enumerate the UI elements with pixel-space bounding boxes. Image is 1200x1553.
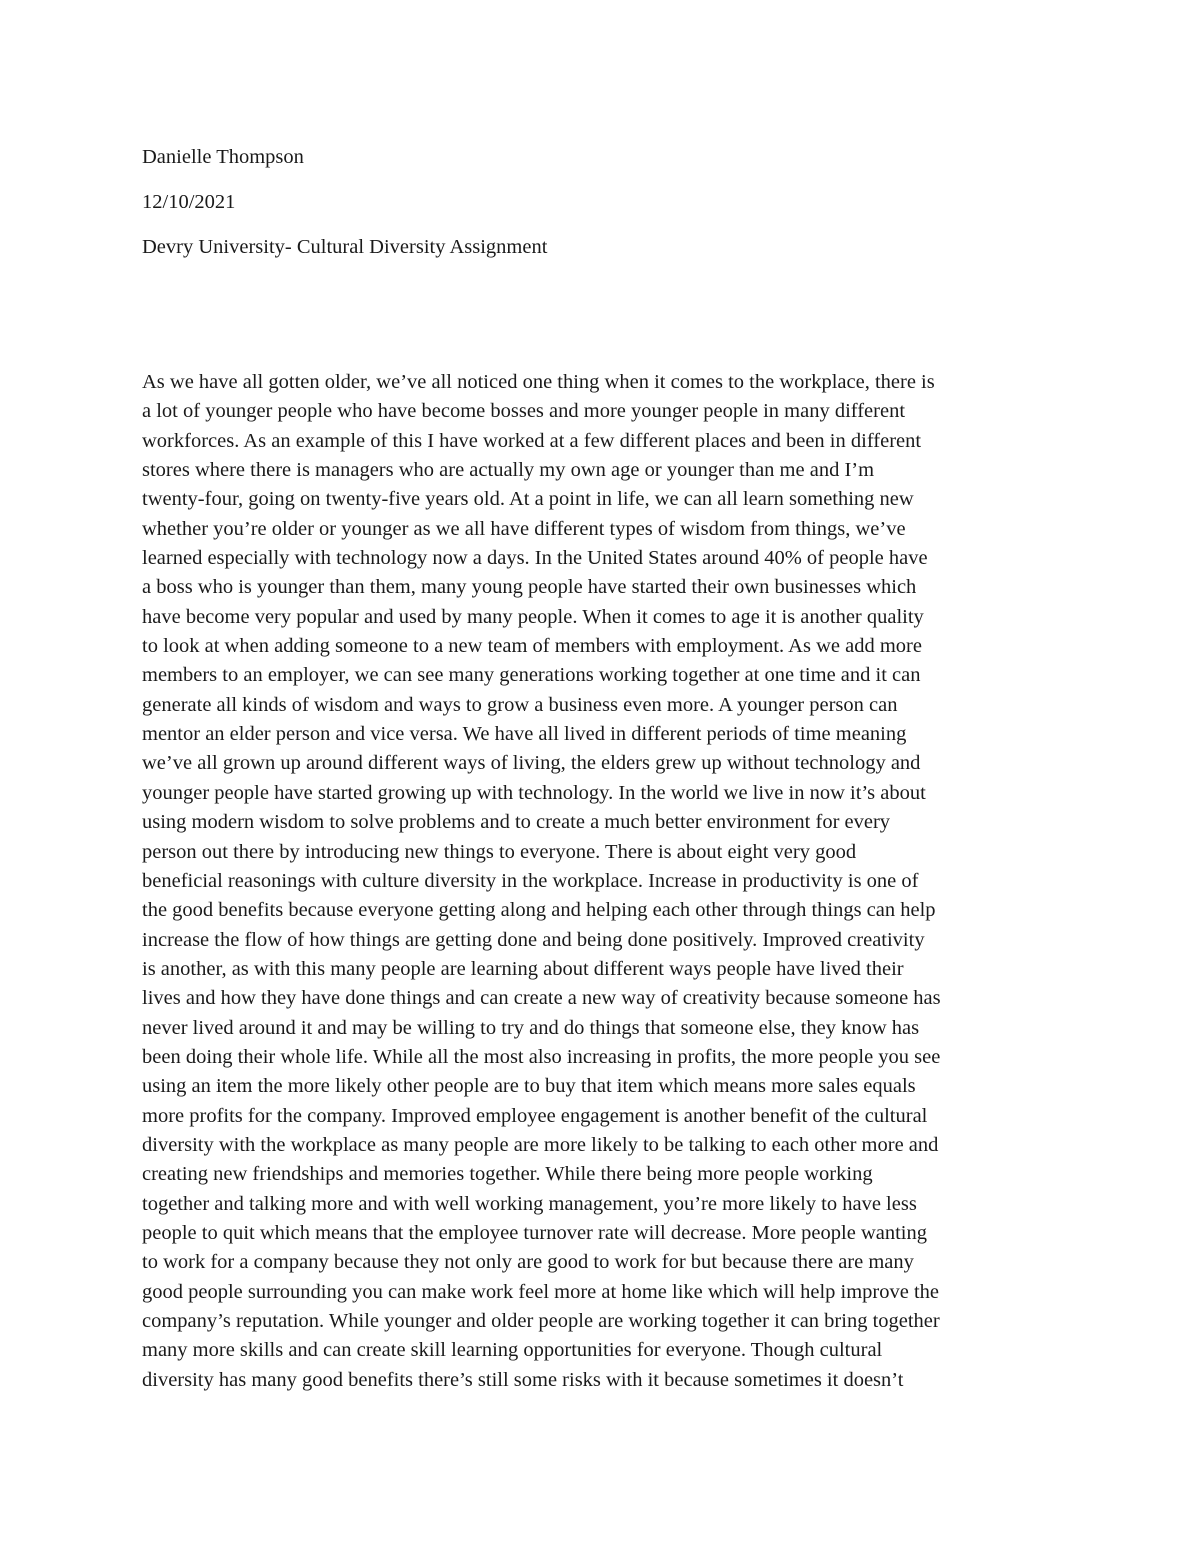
paragraph-line: using an item the more likely other people are to buy that item which means more sales equals	[142, 1075, 916, 1098]
paragraph-line: more profits for the company. Improved employee engagement is another benefit of the cultural	[142, 1104, 928, 1127]
assignment-title: Devry University- Cultural Diversity Assignment	[142, 236, 548, 258]
paragraph-line: we’ve all grown up around different ways of living, the elders grew up without technology and	[142, 752, 921, 775]
paragraph-line: diversity has many good benefits there’s still some risks with it because sometimes it doesn’t	[142, 1368, 904, 1391]
paragraph-line: twenty-four, going on twenty-five years old. At a point in life, we can all learn something new	[142, 488, 914, 511]
paragraph-line: together and talking more and with well working management, you’re more likely to have less	[142, 1192, 917, 1215]
paragraph-line: a boss who is younger than them, many young people have started their own businesses which	[142, 576, 917, 599]
paragraph-line: to look at when adding someone to a new team of members with employment. As we add more	[142, 635, 922, 658]
paragraph-line: members to an employer, we can see many generations working together at one time and it can	[142, 664, 921, 687]
document-date: 12/10/2021	[142, 191, 236, 213]
paragraph-line: many more skills and can create skill learning opportunities for everyone. Though cultural	[142, 1339, 883, 1362]
paragraph-line: whether you’re older or younger as we all have different types of wisdom from things, we’ve	[142, 517, 906, 540]
paragraph-line: using modern wisdom to solve problems and to create a much better environment for every	[142, 811, 891, 834]
paragraph-line: workforces. As an example of this I have worked at a few different places and been in different	[142, 429, 922, 452]
paragraph-line: person out there by introducing new things to everyone. There is about eight very good	[142, 840, 857, 863]
paragraph-line: to work for a company because they not only are good to work for but because there are many	[142, 1251, 914, 1274]
paragraph-line: good people surrounding you can make work feel more at home like which will help improve the	[142, 1280, 940, 1303]
paragraph-line: company’s reputation. While younger and older people are working together it can bring together	[142, 1310, 940, 1332]
author-name: Danielle Thompson	[142, 146, 304, 168]
paragraph-line: As we have all gotten older, we’ve all noticed one thing when it comes to the workplace, there is	[142, 371, 935, 393]
paragraph-line: have become very popular and used by many people. When it comes to age it is another quality	[142, 605, 924, 628]
paragraph-line: creating new friendships and memories together. While there being more people working	[142, 1163, 873, 1186]
paragraph-line: is another, as with this many people are learning about different ways people have lived their	[142, 957, 904, 980]
paragraph-line: been doing their whole life. While all the most also increasing in profits, the more people you see	[142, 1045, 941, 1068]
paragraph-line: lives and how they have done things and can create a new way of creativity because someone has	[142, 987, 941, 1010]
paragraph-line: the good benefits because everyone getting along and helping each other through things can help	[142, 899, 936, 922]
paragraph-line: beneficial reasonings with culture diversity in the workplace. Increase in productivity is one of	[142, 869, 919, 892]
paragraph-line: never lived around it and may be willing to try and do things that someone else, they know has	[142, 1016, 920, 1039]
paragraph-line: mentor an elder person and vice versa. We have all lived in different periods of time meaning	[142, 723, 907, 746]
paragraph-line: diversity with the workplace as many people are more likely to be talking to each other more and	[142, 1133, 939, 1156]
essay-paragraph	[142, 368, 1102, 1395]
paragraph-line: increase the flow of how things are getting done and being done positively. Improved creativity	[142, 928, 925, 951]
paragraph-line: stores where there is managers who are actually my own age or younger than me and I’m	[142, 459, 875, 482]
paragraph-line: generate all kinds of wisdom and ways to grow a business even more. A younger person can	[142, 693, 898, 716]
paragraph-line: learned especially with technology now a days. In the United States around 40% of people have	[142, 547, 928, 570]
paragraph-line: a lot of younger people who have become bosses and more younger people in many different	[142, 400, 906, 423]
paragraph-line: people to quit which means that the employee turnover rate will decrease. More people wanting	[142, 1221, 927, 1244]
paragraph-line: younger people have started growing up with technology. In the world we live in now it’s about	[142, 781, 926, 804]
